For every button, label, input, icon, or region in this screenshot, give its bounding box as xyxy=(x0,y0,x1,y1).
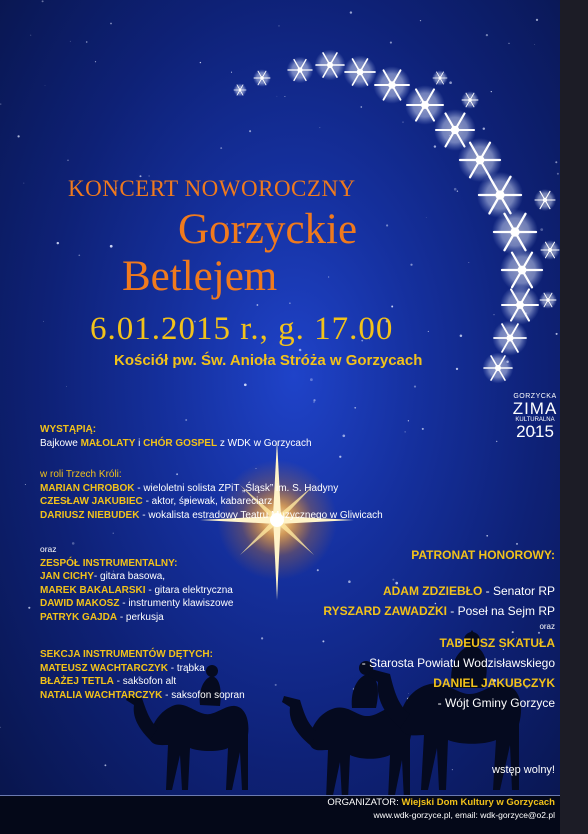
star-dot xyxy=(491,91,492,92)
star-dot xyxy=(319,127,320,128)
person-role: - aktor, śpiewak, kabareciarz xyxy=(142,496,273,507)
list-item xyxy=(40,675,245,689)
star-dot xyxy=(486,34,488,36)
event-title-gorzyckie: Gorzyckie xyxy=(178,206,358,253)
star-dot xyxy=(449,81,452,84)
star-dot xyxy=(408,420,409,421)
star-dot xyxy=(185,419,187,421)
snowflake-icon xyxy=(492,320,527,355)
star-dot xyxy=(220,147,222,149)
badge-line-1: GORZYCKA xyxy=(513,393,557,400)
person-name: CZESŁAW JAKUBIEC xyxy=(40,496,143,507)
star-dot xyxy=(78,254,80,256)
star-dot xyxy=(410,264,412,266)
band-header: ZESPÓŁ INSTRUMENTALNY: xyxy=(40,557,178,569)
text: i xyxy=(135,437,144,449)
star-dot xyxy=(534,44,535,45)
star-dot xyxy=(496,441,497,442)
star-dot xyxy=(0,727,1,728)
patronage-header: PATRONAT HONOROWY: xyxy=(411,548,555,562)
star-dot xyxy=(426,217,427,218)
event-venue: Kościół pw. Św. Anioła Stróża w Gorzycach xyxy=(114,352,423,369)
star-dot xyxy=(428,331,429,332)
star-dot xyxy=(420,20,421,21)
star-dot xyxy=(42,0,44,2)
star-dot xyxy=(110,245,113,248)
star-dot xyxy=(45,85,46,86)
badge-line-2: ZIMA xyxy=(512,399,558,418)
person-name: DARIUSZ NIEBUDEK xyxy=(40,509,140,521)
text: Bajkowe xyxy=(40,437,81,449)
concert-title-line: KONCERT NOWOROCZNY xyxy=(68,176,356,201)
text: z WDK w Gorzycach xyxy=(217,437,312,449)
star-dot xyxy=(536,19,538,21)
organizer-label: ORGANIZATOR: xyxy=(327,797,399,808)
star-dot xyxy=(328,276,329,277)
star-dot xyxy=(422,428,424,430)
star-dot xyxy=(244,383,247,386)
snowflake-icon xyxy=(539,291,557,309)
star-dot xyxy=(310,378,313,381)
star-dot xyxy=(556,333,558,335)
snowflake-icon xyxy=(344,56,377,89)
person-role: - trąbka xyxy=(167,662,205,674)
person-role: - wieloletni solista ZPiT „Śląsk” im. S. Hadyny xyxy=(134,482,339,494)
star-dot xyxy=(391,306,393,308)
star-dot xyxy=(17,135,19,137)
event-date: 6.01.2015 r., g. 17.00 xyxy=(90,311,394,347)
contact-line: www.wdk-gorzyce.pl, email: wdk-gorzyce@o2.pl xyxy=(373,810,555,820)
star-dot xyxy=(275,684,277,686)
snowflake-icon xyxy=(540,240,560,260)
star-dot xyxy=(317,569,319,571)
star-dot xyxy=(249,130,251,132)
star-dot xyxy=(486,535,488,537)
snowflake-icon xyxy=(500,285,540,325)
snowflake-icon xyxy=(315,50,346,81)
star-dot xyxy=(457,190,458,191)
star-dot xyxy=(261,637,263,639)
patron-role: - Wójt Gminy Gorzyce xyxy=(437,696,555,710)
performers-line xyxy=(40,437,312,451)
group-name: MAŁOLATY xyxy=(80,437,136,449)
star-dot xyxy=(313,401,315,403)
performers-section xyxy=(40,423,312,450)
snowflake-icon xyxy=(492,209,538,255)
star-dot xyxy=(468,262,469,263)
star-dot xyxy=(456,368,458,370)
star-dot xyxy=(279,25,280,26)
list-item xyxy=(40,597,233,611)
star-dot xyxy=(354,407,356,409)
patron-role: - Starosta Powiatu Wodzisławskiego xyxy=(361,656,555,670)
wind-header: SEKCJA INSTRUMENTÓW DĘTYCH: xyxy=(40,649,213,660)
patron-name: RYSZARD ZAWADZKI xyxy=(323,604,447,618)
star-dot xyxy=(452,769,453,770)
star-dot xyxy=(95,61,96,62)
star-dot xyxy=(493,314,494,315)
star-dot xyxy=(342,434,345,437)
star-dot xyxy=(454,188,457,191)
star-dot xyxy=(86,41,88,43)
star-dot xyxy=(66,386,67,387)
snowflake-icon xyxy=(432,70,447,85)
list-item xyxy=(40,584,233,598)
three-kings-header: w roli Trzech Króli: xyxy=(40,469,122,480)
snowflake-icon xyxy=(233,83,246,96)
star-dot xyxy=(43,321,44,322)
star-dot xyxy=(299,349,302,352)
snowflake-icon xyxy=(461,91,479,109)
person-name: MAREK BAKALARSKI xyxy=(40,584,146,596)
star-dot xyxy=(339,456,341,458)
star-dot xyxy=(70,41,71,42)
person-role: - instrumenty klawiszowe xyxy=(119,598,234,609)
patron-1 xyxy=(323,581,555,601)
star-dot xyxy=(360,106,362,108)
star-dot xyxy=(200,62,201,63)
snowflake-icon xyxy=(373,66,410,103)
star-dot xyxy=(289,302,291,304)
three-kings-section xyxy=(40,468,383,522)
oraz-text: oraz xyxy=(40,544,57,554)
organizer-name: Wiejski Dom Kultury w Gorzycach xyxy=(398,797,555,808)
person-name: PATRYK GAJDA xyxy=(40,611,118,623)
snowflake-icon xyxy=(534,189,556,211)
badge-line-4: 2015 xyxy=(516,422,554,441)
patron-2 xyxy=(323,601,555,621)
star-dot xyxy=(284,96,285,97)
star-dot xyxy=(405,431,406,432)
star-dot xyxy=(28,607,30,609)
star-dot xyxy=(350,11,352,13)
zima-kulturalna-badge xyxy=(505,393,565,440)
star-dot xyxy=(57,242,59,244)
list-item xyxy=(40,482,383,496)
star-dot xyxy=(403,122,404,123)
person-name: DAWID MAKOSZ xyxy=(40,598,120,609)
person-role: - perkusja xyxy=(117,611,164,623)
snowflake-icon xyxy=(483,353,514,384)
group-name: CHÓR GOSPEL xyxy=(143,437,218,449)
free-entry-note: wstęp wolny! xyxy=(492,764,555,776)
star-dot xyxy=(414,386,416,388)
snowflake-icon xyxy=(253,69,271,87)
list-item xyxy=(40,689,245,703)
footer-divider xyxy=(0,795,560,796)
star-dot xyxy=(508,43,509,44)
event-title-betlejem: Betlejem xyxy=(122,253,278,300)
star-dot xyxy=(483,127,485,129)
list-item xyxy=(40,662,245,676)
patron-name: DANIEL JAKUBCZYK xyxy=(433,676,555,690)
star-dot xyxy=(104,764,106,766)
star-dot xyxy=(277,96,278,97)
star-dot xyxy=(540,228,543,231)
person-name: BŁAŻEJ TETLA xyxy=(40,676,114,687)
patron-name: ADAM ZDZIEBŁO xyxy=(382,584,483,598)
star-dot xyxy=(557,173,559,175)
patron-name: TADEUSZ SKATUŁA xyxy=(439,636,555,650)
person-role: - wokalista estradowy Teatru Muzycznego w Gliwicach xyxy=(139,509,383,521)
band-section xyxy=(40,543,233,624)
star-dot xyxy=(110,23,112,25)
star-dot xyxy=(386,224,388,226)
star-dot xyxy=(30,35,31,36)
person-role: - gitara elektryczna xyxy=(145,584,233,596)
person-role: - saksofon alt xyxy=(113,676,177,687)
person-name: MARIAN CHROBOK xyxy=(40,482,135,494)
star-dot xyxy=(390,42,392,44)
star-dot xyxy=(460,334,463,337)
star-dot xyxy=(313,399,315,401)
honorary-patronage xyxy=(323,545,555,713)
list-item xyxy=(40,495,383,509)
person-name: MATEUSZ WACHTARCZYK xyxy=(40,662,168,674)
star-dot xyxy=(67,160,69,162)
wind-section xyxy=(40,648,245,702)
person-name: JAN CICHY xyxy=(40,571,94,582)
oraz-text: oraz xyxy=(539,622,555,631)
star-dot xyxy=(25,484,26,485)
performers-header: WYSTĄPIĄ: xyxy=(40,424,97,435)
snowflake-icon xyxy=(287,57,313,83)
person-name: NATALIA WACHTARCZYK xyxy=(40,689,163,701)
patron-role: - Poseł na Sejm RP xyxy=(446,604,555,618)
person-role: - saksofon sopran xyxy=(162,689,245,701)
patron-role: - Senator RP xyxy=(482,584,555,598)
star-dot xyxy=(23,183,24,184)
star-dot xyxy=(555,161,557,163)
organizer-line xyxy=(327,797,555,808)
star-dot xyxy=(257,304,259,306)
list-item xyxy=(40,611,233,625)
list-item xyxy=(40,509,383,523)
star-dot xyxy=(434,145,436,147)
star-dot xyxy=(231,72,232,73)
badge-line-3: KULTURALNA xyxy=(515,417,555,423)
person-role: - gitara basowa, xyxy=(93,571,166,582)
list-item xyxy=(40,570,233,584)
star-dot xyxy=(0,103,1,104)
star-dot xyxy=(113,533,114,534)
